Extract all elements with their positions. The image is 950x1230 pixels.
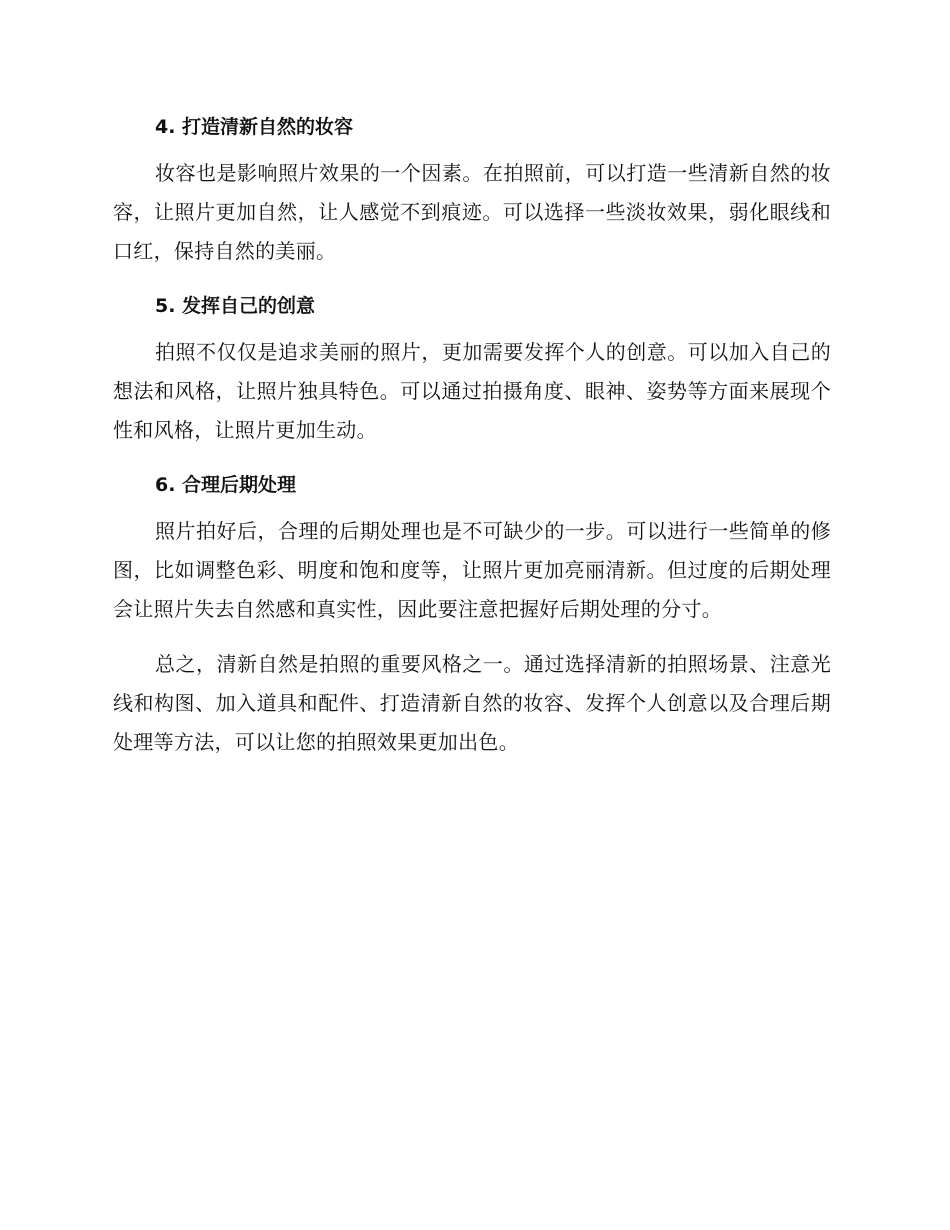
section-heading-post-processing: 6. 合理后期处理 [155, 474, 297, 496]
section-body-post-processing: 照片拍好后，合理的后期处理也是不可缺少的一步。可以进行一些简单的修图，比如调整色彩、明度和饱和度等，让照片更加亮丽清新。但过度的后期处理会让照片失去自然感和真实性，因此要注意把握好后期处理的分寸。 [113, 519, 831, 621]
section-heading-makeup: 4. 打造清新自然的妆容 [155, 116, 354, 138]
conclusion-paragraph: 总之，清新自然是拍照的重要风格之一。通过选择清新的拍照场景、注意光线和构图、加入道具和配件、打造清新自然的妆容、发挥个人创意以及合理后期处理等方法，可以让您的拍照效果更加出色。 [113, 652, 831, 754]
section-body-makeup: 妆容也是影响照片效果的一个因素。在拍照前，可以打造一些清新自然的妆容，让照片更加自然，让人感觉不到痕迹。可以选择一些淡妆效果，弱化眼线和口红，保持自然的美丽。 [113, 161, 831, 263]
document-page [113, 108, 831, 778]
section-heading-creativity: 5. 发挥自己的创意 [155, 295, 316, 317]
section-body-creativity: 拍照不仅仅是追求美丽的照片，更加需要发挥个人的创意。可以加入自己的想法和风格，让照片独具特色。可以通过拍摄角度、眼神、姿势等方面来展现个性和风格，让照片更加生动。 [113, 340, 831, 442]
